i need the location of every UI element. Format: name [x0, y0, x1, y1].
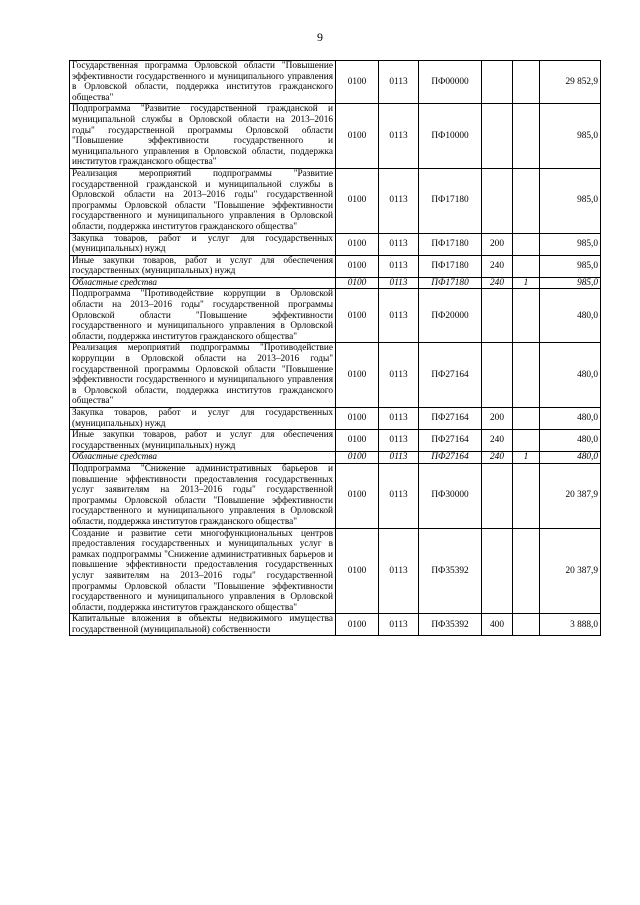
row-expense-type: 240 — [482, 277, 513, 289]
row-section: 0100 — [336, 61, 379, 104]
row-section: 0100 — [336, 408, 379, 430]
row-funding-source — [513, 104, 540, 169]
row-section: 0100 — [336, 614, 379, 636]
row-target-code: ПФ35392 — [419, 528, 482, 614]
row-amount: 985,0 — [540, 233, 601, 255]
page-number: 9 — [317, 30, 323, 44]
row-subsection: 0113 — [379, 430, 419, 452]
row-section: 0100 — [336, 343, 379, 408]
row-expense-type: 240 — [482, 452, 513, 464]
row-subsection: 0113 — [379, 343, 419, 408]
row-section: 0100 — [336, 104, 379, 169]
row-amount: 480,0 — [540, 289, 601, 343]
row-funding-source — [513, 61, 540, 104]
row-funding-source — [513, 614, 540, 636]
row-target-code: ПФ10000 — [419, 104, 482, 169]
row-expense-type — [482, 61, 513, 104]
row-name: Подпрограмма "Развитие государственной гражданской и муниципальной службы в Орловской области на 2013–2016 годы" государственной программы Орловской области "Повышение эффективности государственного и муниципального управления в Орловской области, поддержка институтов гражданского общества" — [70, 104, 336, 169]
table-row — [70, 255, 601, 277]
table-row — [70, 289, 601, 343]
row-amount: 985,0 — [540, 168, 601, 233]
row-name: Капитальные вложения в объекты недвижимого имущества государственной (муниципальной) собственности — [70, 614, 336, 636]
row-name: Подпрограмма "Противодействие коррупции в Орловской области на 2013–2016 годы" государственной программы Орловской области "Повышение эффективности государственного и муниципального управления в Орловской области, поддержка институтов гражданского общества" — [70, 289, 336, 343]
table-row — [70, 452, 601, 464]
row-section: 0100 — [336, 430, 379, 452]
row-amount: 985,0 — [540, 255, 601, 277]
row-funding-source — [513, 430, 540, 452]
row-section: 0100 — [336, 233, 379, 255]
row-subsection: 0113 — [379, 289, 419, 343]
row-target-code: ПФ27164 — [419, 343, 482, 408]
row-name: Областные средства — [70, 452, 336, 464]
row-section: 0100 — [336, 168, 379, 233]
row-subsection: 0113 — [379, 61, 419, 104]
row-name: Областные средства — [70, 277, 336, 289]
row-expense-type — [482, 343, 513, 408]
row-expense-type — [482, 463, 513, 528]
row-expense-type: 240 — [482, 430, 513, 452]
row-name: Государственная программа Орловской области "Повышение эффективности государственного и муниципального управления в Орловской области, поддержка институтов гражданского общества" — [70, 61, 336, 104]
row-subsection: 0113 — [379, 614, 419, 636]
row-funding-source — [513, 255, 540, 277]
row-funding-source — [513, 463, 540, 528]
row-target-code: ПФ35392 — [419, 614, 482, 636]
row-name: Реализация мероприятий подпрограммы "Развитие государственной гражданской и муниципальной службы в Орловской области на 2013–2016 годы" государственной программы Орловской области "Повышение эффективности государственного и муниципального управления в Орловской области, поддержка институтов гражданского общества" — [70, 168, 336, 233]
row-target-code: ПФ27164 — [419, 408, 482, 430]
row-target-code: ПФ17180 — [419, 233, 482, 255]
table-row — [70, 233, 601, 255]
row-target-code: ПФ17180 — [419, 168, 482, 233]
row-name: Реализация мероприятий подпрограммы "Противодействие коррупции в Орловской области на 2013–2016 годы" государственной программы Орловской области "Повышение эффективности государственного и муниципального управления в Орловской области, поддержка институтов гражданского общества" — [70, 343, 336, 408]
table-row — [70, 168, 601, 233]
table-row — [70, 528, 601, 614]
row-expense-type: 240 — [482, 255, 513, 277]
row-subsection: 0113 — [379, 277, 419, 289]
row-funding-source — [513, 528, 540, 614]
row-amount: 480,0 — [540, 408, 601, 430]
row-subsection: 0113 — [379, 408, 419, 430]
table-row — [70, 463, 601, 528]
row-section: 0100 — [336, 255, 379, 277]
table-row — [70, 277, 601, 289]
row-target-code: ПФ20000 — [419, 289, 482, 343]
row-target-code: ПФ17180 — [419, 255, 482, 277]
table-row — [70, 104, 601, 169]
table-row — [70, 430, 601, 452]
row-expense-type — [482, 289, 513, 343]
row-amount: 29 852,9 — [540, 61, 601, 104]
row-name: Иные закупки товаров, работ и услуг для обеспечения государственных (муниципальных) нужд — [70, 430, 336, 452]
table-row — [70, 614, 601, 636]
row-funding-source — [513, 408, 540, 430]
row-amount: 985,0 — [540, 104, 601, 169]
row-amount: 480,0 — [540, 430, 601, 452]
row-expense-type: 200 — [482, 408, 513, 430]
row-subsection: 0113 — [379, 255, 419, 277]
row-name: Закупка товаров, работ и услуг для государственных (муниципальных) нужд — [70, 408, 336, 430]
row-section: 0100 — [336, 452, 379, 464]
row-amount: 480,0 — [540, 452, 601, 464]
row-subsection: 0113 — [379, 233, 419, 255]
row-target-code: ПФ27164 — [419, 452, 482, 464]
row-section: 0100 — [336, 277, 379, 289]
table-row — [70, 408, 601, 430]
row-name: Иные закупки товаров, работ и услуг для обеспечения государственных (муниципальных) нужд — [70, 255, 336, 277]
row-subsection: 0113 — [379, 168, 419, 233]
row-amount: 20 387,9 — [540, 463, 601, 528]
row-amount: 480,0 — [540, 343, 601, 408]
row-amount: 20 387,9 — [540, 528, 601, 614]
row-section: 0100 — [336, 528, 379, 614]
row-section: 0100 — [336, 463, 379, 528]
row-target-code: ПФ30000 — [419, 463, 482, 528]
row-funding-source: 1 — [513, 452, 540, 464]
row-name: Подпрограмма "Снижение административных барьеров и повышение эффективности предоставления государственных услуг заявителям на 2013–2016 годы" государственной программы Орловской области "Повышение эффективности государственного и муниципального управления в Орловской области, поддержка институтов гражданского общества" — [70, 463, 336, 528]
row-expense-type — [482, 528, 513, 614]
row-target-code: ПФ17180 — [419, 277, 482, 289]
row-subsection: 0113 — [379, 452, 419, 464]
row-section: 0100 — [336, 289, 379, 343]
row-subsection: 0113 — [379, 104, 419, 169]
row-target-code: ПФ00000 — [419, 61, 482, 104]
row-expense-type — [482, 168, 513, 233]
row-amount: 3 888,0 — [540, 614, 601, 636]
row-subsection: 0113 — [379, 528, 419, 614]
row-expense-type: 200 — [482, 233, 513, 255]
row-target-code: ПФ27164 — [419, 430, 482, 452]
row-name: Закупка товаров, работ и услуг для государственных (муниципальных) нужд — [70, 233, 336, 255]
row-expense-type — [482, 104, 513, 169]
row-expense-type: 400 — [482, 614, 513, 636]
row-funding-source — [513, 343, 540, 408]
row-amount: 985,0 — [540, 277, 601, 289]
table-row — [70, 343, 601, 408]
row-funding-source — [513, 289, 540, 343]
row-funding-source — [513, 233, 540, 255]
row-funding-source — [513, 168, 540, 233]
table-row — [70, 61, 601, 104]
row-funding-source: 1 — [513, 277, 540, 289]
row-subsection: 0113 — [379, 463, 419, 528]
budget-table — [69, 60, 601, 636]
row-name: Создание и развитие сети многофункциональных центров предоставления государственных и муниципальных услуг в рамках подпрограммы "Снижение административных барьеров и повышение эффективности предоставления государственных услуг заявителям на 2013–2016 годы" государственной программы Орловской области "Повышение эффективности государственного и муниципального управления в Орловской области, поддержка институтов гражданского общества" — [70, 528, 336, 614]
